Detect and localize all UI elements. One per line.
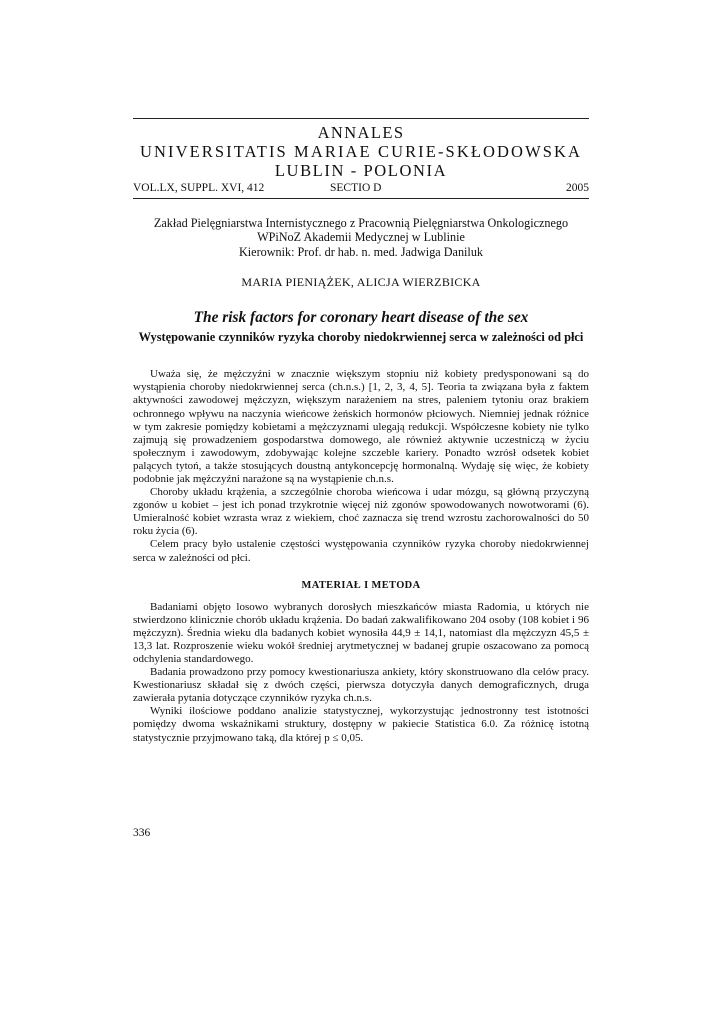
page [133,118,589,745]
volume-row [133,181,589,195]
masthead-top-rule [133,118,589,119]
journal-name-line-1: ANNALES [317,123,405,142]
publication-year: 2005 [566,182,589,194]
section-label: SECTIO D [330,182,382,194]
methods-paragraph-3: Wyniki ilościowe poddano analizie statystycznej, wykorzystując jednostronny test istotności pomiędzy dwoma wskaźnikami struktury, dostępny w pakiecie Statistica 6.0. Za różnicę istotną statystycznie przyjmowano taką, dla której p ≤ 0,05. [133,705,589,744]
masthead-bottom-rule [133,198,589,199]
intro-paragraph-3: Celem pracy było ustalenie częstości występowania czynników ryzyka choroby niedokrwiennej serca w zależności od płci. [133,538,589,564]
journal-name-line-2: UNIVERSITATIS MARIAE CURIE-SKŁODOWSKA [139,142,583,161]
title-english: The risk factors for coronary heart disease of the sex [193,309,529,327]
journal-masthead [133,123,589,180]
section-heading-methods: MATERIAŁ I METODA [301,579,421,591]
methods-paragraph-1: Badaniami objęto losowo wybranych dorosłych mieszkańców miasta Radomia, u których nie stwierdzono klinicznie chorób układu krążenia. Do badań zakwalifikowano 204 osoby (108 kobiet i 96 mężczyzn). Średnia wieku dla badanych kobiet wynosiła 44,9 ± 14,1, natomiast dla mężczyzn 45,5 ± 13,3 lat. Rozproszenie wieku wokół średniej arytmetycznej w badanej grupie oszacowano za pomocą odchylenia standardowego. [133,600,589,665]
affiliation-line-3: Kierownik: Prof. dr hab. n. med. Jadwiga Daniluk [238,244,484,259]
authors: MARIA PIENIĄŻEK, ALICJA WIERZBICKA [241,275,481,290]
volume-info: VOL.LX, SUPPL. XVI, 412 [133,182,265,194]
page-number: 336 [133,827,151,839]
affiliation-line-2: WPiNoZ Akademii Medycznej w Lublinie [257,230,465,245]
affiliation [133,216,589,259]
intro-paragraph-2: Choroby układu krążenia, a szczególnie choroba wieńcowa i udar mózgu, są główną przyczyną zgonów u kobiet – jest ich ponad trzykrotnie więcej niż zgonów spowodowanych nowotworami (6). Umieralność kobiet wzrasta wraz z wiekiem, choć zaznacza się trend wzrostu zachorowalności do 50 roku życia (6). [133,486,589,538]
journal-name-line-3: LUBLIN - POLONIA [274,161,448,180]
title-polish: Występowanie czynników ryzyka choroby niedokrwiennej serca w zależności od płci [138,330,584,345]
article-body [133,368,589,744]
methods-paragraph-2: Badania prowadzono przy pomocy kwestionariusza ankiety, który skonstruowano dla celów pracy. Kwestionariusz składał się z dwóch części, pierwsza dotyczyła danych demograficznych, druga zawierała pytania dotyczące czynników ryzyka ch.n.s. [133,666,589,705]
intro-paragraph-1: Uważa się, że mężczyźni w znacznie większym stopniu niż kobiety predysponowani są do wystąpienia choroby niedokrwiennej serca (ch.n.s.) [1, 2, 3, 4, 5]. Teoria ta związana była z faktem aktywności zawodowej mężczyzn, większym narażeniem na stres, paleniem tytoniu oraz brakiem ochronnego wpływu na naczynia wieńcowe żeńskich hormonów płciowych. Niemniej jednak różnice w tym zakresie pomiędzy kobietami a mężczyznami ulegają redukcji. Współczesne kobiety nie tylko zajmują się prowadzeniem gospodarstwa domowego, ale również aktywnie uczestniczą w życiu społecznym i zawodowym, zdobywając kolejne szczeble kariery. Ponadto wzrósł odsetek kobiet palących tytoń, a także stosujących doustną antykoncepcję hormonalną. Wydaję się więc, że kobiety podobnie jak mężczyźni narażone są na wystąpienie ch.n.s. [133,368,589,485]
affiliation-line-1: Zakład Pielęgniarstwa Internistycznego z Pracownią Pielęgniarstwa Onkologicznego [153,216,569,230]
